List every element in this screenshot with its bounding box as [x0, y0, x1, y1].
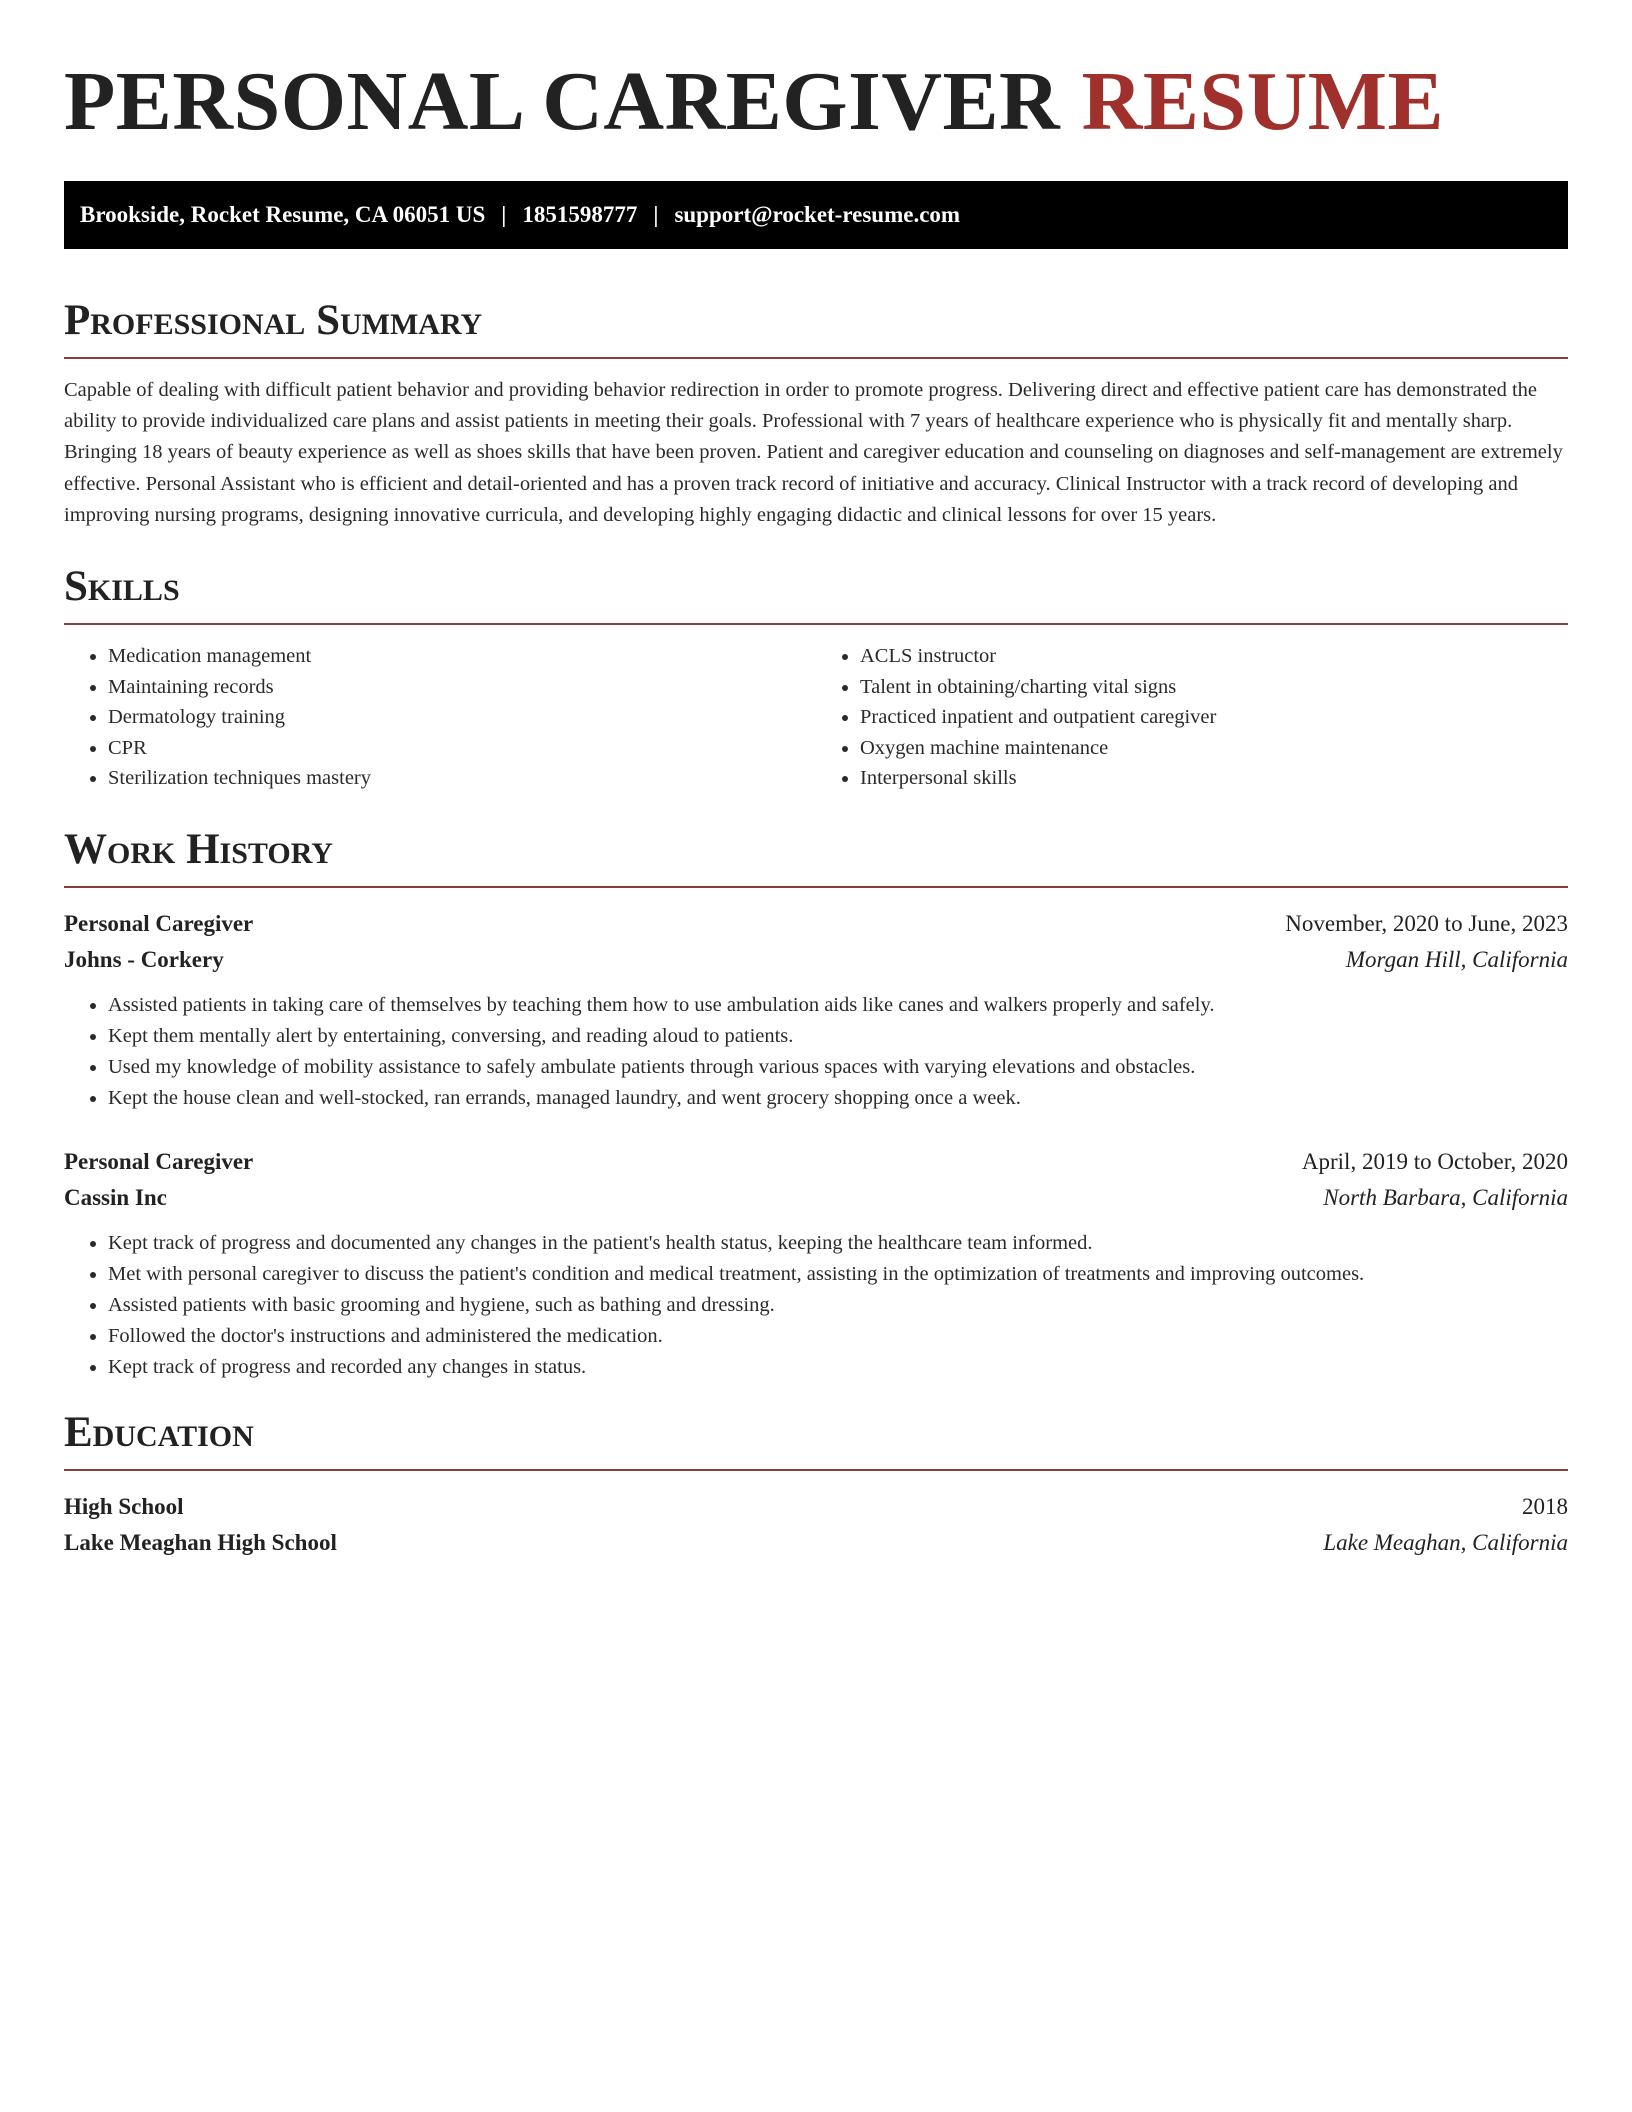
- job-bullet: • Kept track of progress and documented any changes in the patient's health status, keeping the healthcare team informed.: [108, 1228, 1568, 1259]
- contact-email: support@rocket-resume.com: [674, 202, 961, 227]
- job-title: Personal Caregiver: [64, 1148, 254, 1174]
- contact-separator: |: [501, 202, 507, 227]
- job-dates: April, 2019 to October, 2020: [1301, 1148, 1568, 1174]
- job-location: Morgan Hill, California: [1345, 946, 1568, 972]
- education-year: 2018: [1522, 1493, 1568, 1519]
- job-bullet: • Used my knowledge of mobility assistance to safely ambulate patients through various spaces with varying elevations and obstacles.: [108, 1052, 1568, 1083]
- job-bullet: • Kept track of progress and recorded any changes in status.: [108, 1352, 1568, 1383]
- education-heading: Education: [64, 1407, 1568, 1471]
- education-section: [64, 1407, 1568, 1561]
- title-accent: RESUME: [1081, 55, 1445, 148]
- job-bullets: [64, 990, 1568, 1114]
- skill-item: • Maintaining records: [108, 672, 816, 703]
- job-bullet: • Assisted patients in taking care of themselves by teaching them how to use ambulation aids like canes and walkers properly and safely.: [108, 990, 1568, 1021]
- skill-item: • Oxygen machine maintenance: [860, 733, 1568, 764]
- job-entry: [64, 906, 1568, 1114]
- skill-item: • Interpersonal skills: [860, 763, 1568, 794]
- skill-item: • Practiced inpatient and outpatient caregiver: [860, 702, 1568, 733]
- job-bullet: • Kept the house clean and well-stocked, ran errands, managed laundry, and went grocery shopping once a week.: [108, 1083, 1568, 1114]
- job-title: Personal Caregiver: [64, 910, 254, 936]
- skill-item: • Sterilization techniques mastery: [108, 763, 816, 794]
- skill-item: • CPR: [108, 733, 816, 764]
- education-degree: High School: [64, 1493, 184, 1519]
- job-dates: November, 2020 to June, 2023: [1285, 910, 1568, 936]
- job-title-row: [64, 906, 1568, 942]
- job-location: North Barbara, California: [1323, 1184, 1568, 1210]
- contact-separator: |: [653, 202, 659, 227]
- skill-item: • Dermatology training: [108, 702, 816, 733]
- summary-text: Capable of dealing with difficult patient behavior and providing behavior redirection in order to promote progress. Delivering direct and effective patient care has demonstrated the ability to provide individualized care plans and assist patients in meeting their goals. Professional with 7 years of healthcare experience who is physically fit and mentally sharp. Bringing 18 years of beauty experience as well as shoes skills that have been proven. Patient and caregiver education and counseling on diagnoses and self-management are extremely effective. Personal Assistant who is efficient and detail-oriented and has a proven track record of initiative and accuracy. Clinical Instructor with a track record of developing and improving nursing programs, designing innovative curricula, and developing highly engaging didactic and clinical lessons for over 15 years.: [64, 379, 1563, 526]
- work-history-section: [64, 824, 1568, 1383]
- education-school: Lake Meaghan High School: [64, 1529, 337, 1555]
- contact-bar: [64, 181, 1568, 249]
- education-school-row: [64, 1525, 1568, 1561]
- job-bullet: • Followed the doctor's instructions and administered the medication.: [108, 1321, 1568, 1352]
- skills-column-left: [64, 641, 816, 794]
- summary-heading: Professional Summary: [64, 295, 1568, 359]
- skills-list: [64, 641, 1568, 794]
- job-company-row: [64, 1180, 1568, 1216]
- skill-item: • Talent in obtaining/charting vital signs: [860, 672, 1568, 703]
- job-bullet: • Assisted patients with basic grooming and hygiene, such as bathing and dressing.: [108, 1290, 1568, 1321]
- resume-title: [64, 52, 1568, 152]
- education-location: Lake Meaghan, California: [1323, 1529, 1568, 1555]
- summary-section: [64, 295, 1568, 531]
- skill-item: • Medication management: [108, 641, 816, 672]
- education-degree-row: [64, 1489, 1568, 1525]
- skills-column-right: [816, 641, 1568, 794]
- education-entry: [64, 1489, 1568, 1561]
- skill-item: • ACLS instructor: [860, 641, 1568, 672]
- job-bullets: [64, 1228, 1568, 1383]
- job-company: Cassin Inc: [64, 1184, 167, 1210]
- job-bullet: • Met with personal caregiver to discuss the patient's condition and medical treatment, assisting in the optimization of treatments and improving outcomes.: [108, 1259, 1568, 1290]
- job-company-row: [64, 942, 1568, 978]
- contact-phone: 1851598777: [522, 202, 638, 227]
- skills-heading: Skills: [64, 561, 1568, 625]
- job-company: Johns - Corkery: [64, 946, 224, 972]
- title-main: PERSONAL CAREGIVER: [64, 55, 1061, 148]
- skills-section: [64, 561, 1568, 794]
- job-title-row: [64, 1144, 1568, 1180]
- contact-address: Brookside, Rocket Resume, CA 06051 US: [80, 202, 486, 227]
- work-history-heading: Work History: [64, 824, 1568, 888]
- job-bullet: • Kept them mentally alert by entertaining, conversing, and reading aloud to patients.: [108, 1021, 1568, 1052]
- job-entry: [64, 1144, 1568, 1383]
